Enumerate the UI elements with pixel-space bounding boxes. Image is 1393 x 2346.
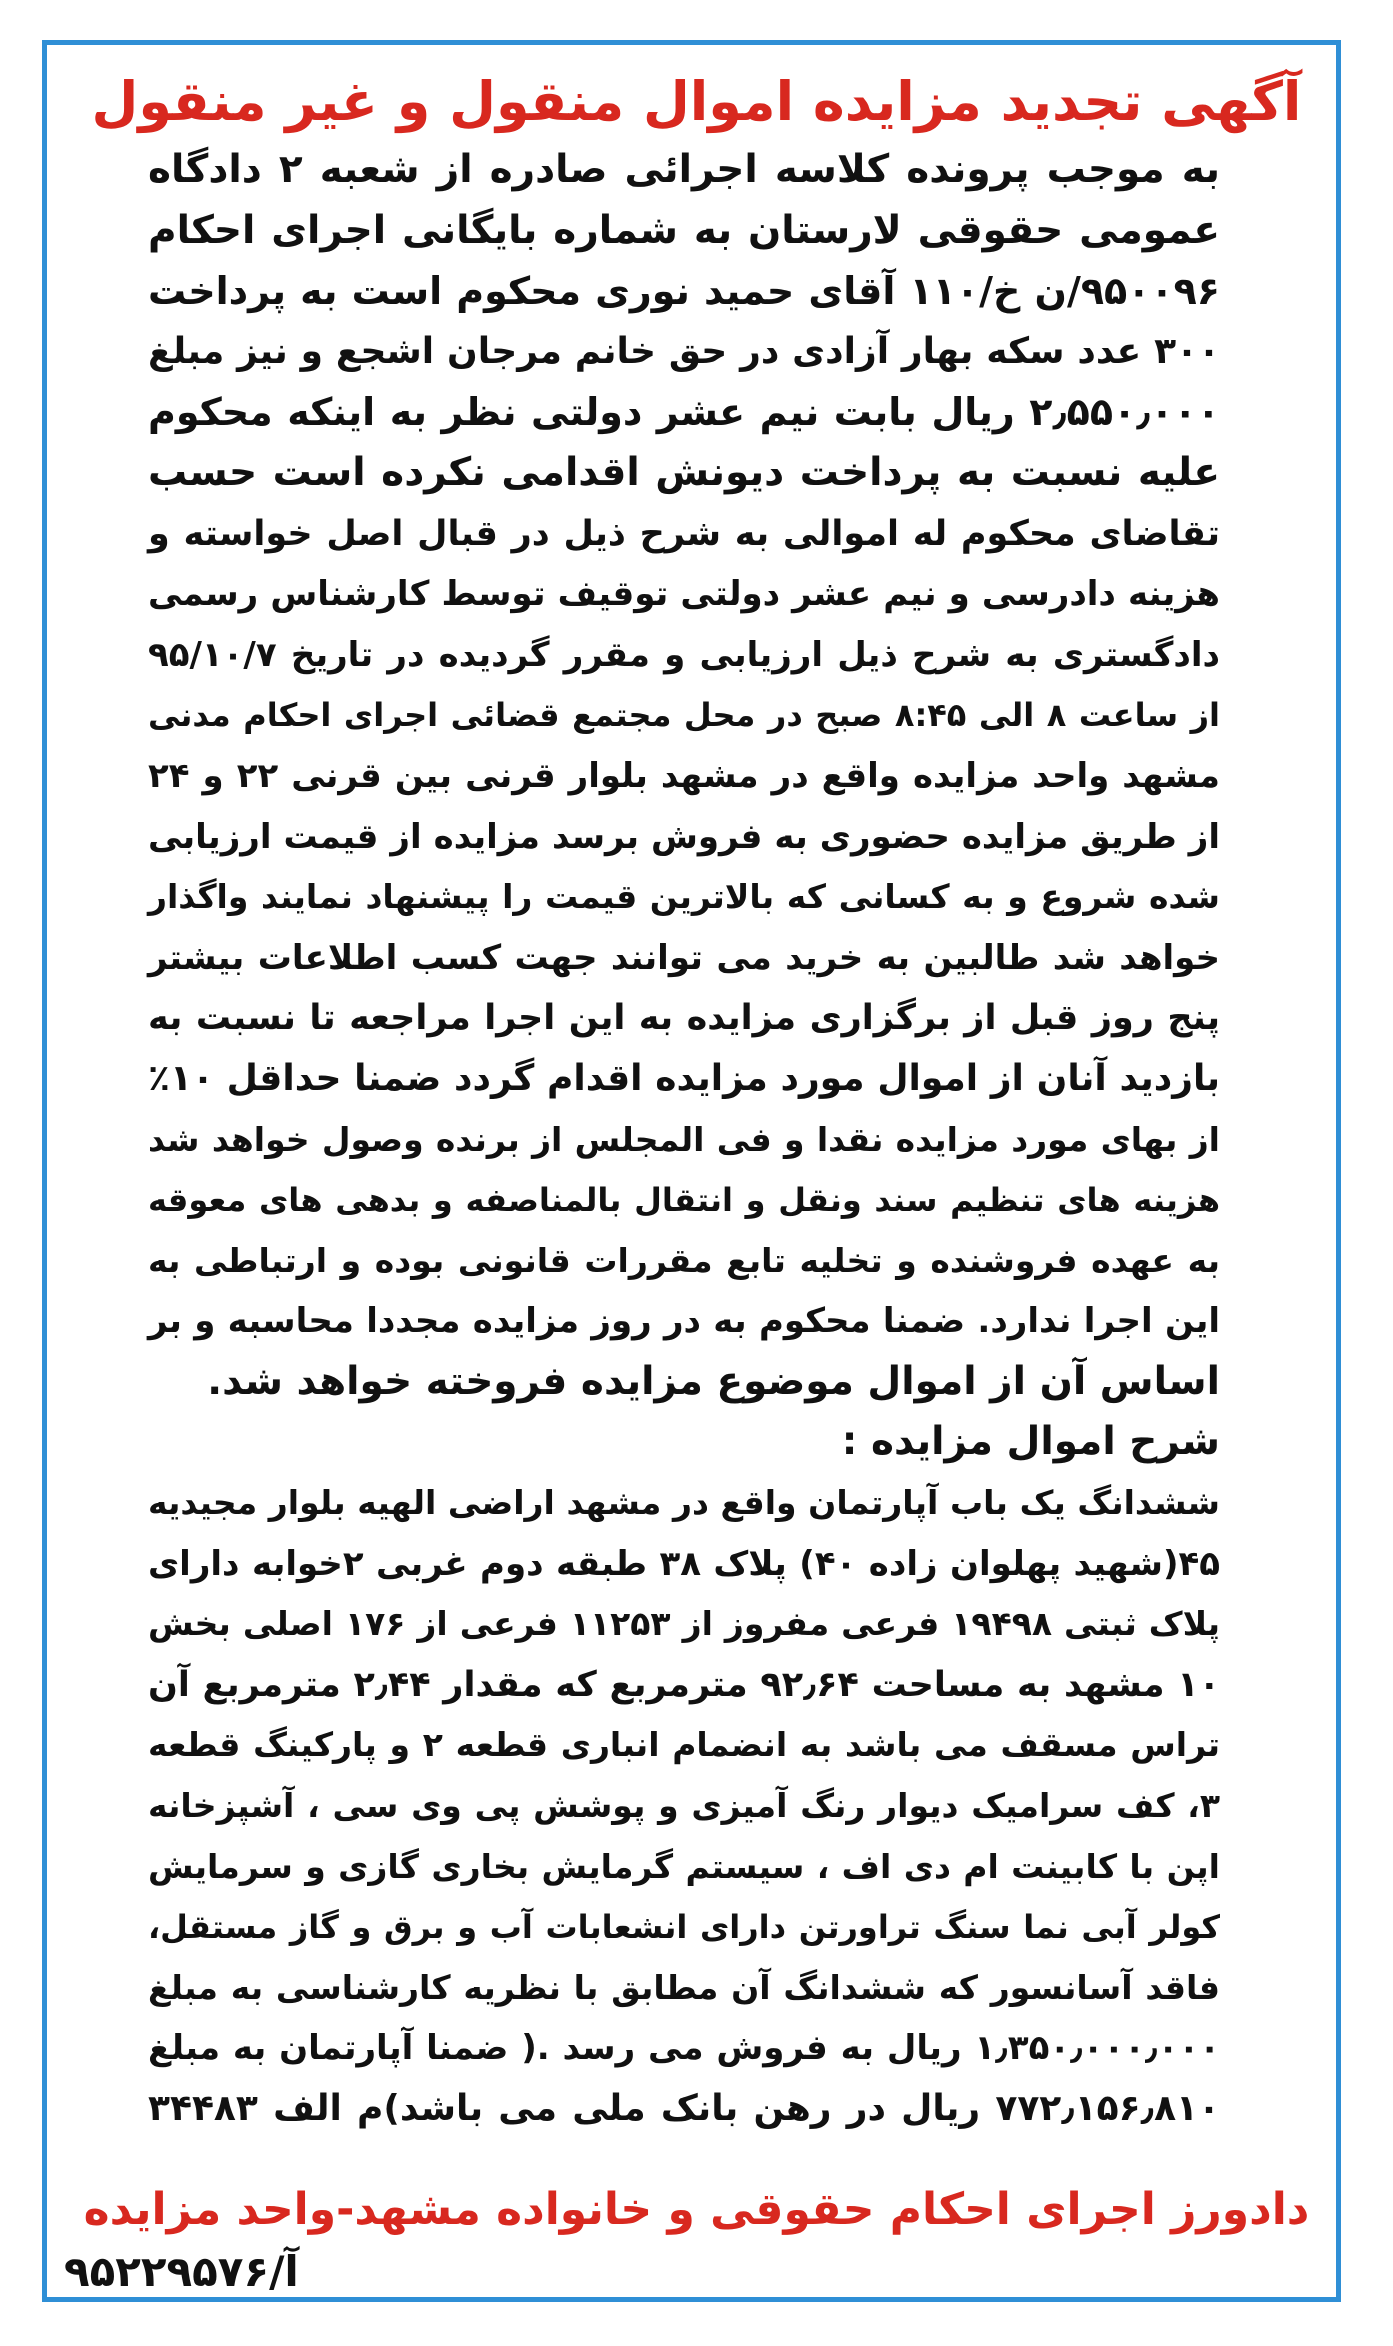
body-line: کولر آبی نما سنگ تراورتن دارای انشعابات آب و برق و گاز مستقل، (148, 1908, 1220, 1947)
body-line: ۳۰۰ عدد سکه بهار آزادی در حق خانم مرجان اشجع و نیز مبلغ (148, 330, 1220, 372)
body-line: ۳، کف سرامیک دیوار رنگ آمیزی و پوشش پی وی سی ، آشپزخانه (148, 1786, 1220, 1826)
body-line: از طریق مزایده حضوری به فروش برسد مزایده از قیمت ارزیابی (148, 816, 1220, 857)
body-line: اپن با کابینت ام دی اف ، سیستم گرمایش بخاری گازی و سرمایش (148, 1846, 1220, 1886)
body-line: هزینه دادرسی و نیم عشر دولتی توقیف توسط کارشناس رسمی (148, 574, 1220, 615)
body-line: عمومی حقوقی لارستان به شماره بایگانی اجرای احکام (148, 207, 1220, 253)
body-line: مشهد واحد مزایده واقع در مشهد بلوار قرنی بین قرنی ۲۲ و ۲۴ (148, 755, 1220, 796)
body-line: ۹۵۰۰۹۶/ن خ/۱۱۰ آقای حمید نوری محکوم است به پرداخت (148, 269, 1220, 314)
body-line: ششدانگ یک باب آپارتمان واقع در مشهد اراضی الهیه بلوار مجیدیه (148, 1483, 1220, 1523)
body-line: بازدید آنان از اموال مورد مزایده اقدام گردد ضمنا حداقل ۱۰٪ (148, 1057, 1220, 1099)
body-line: فاقد آسانسور که ششدانگ آن مطابق با نظریه کارشناسی به مبلغ (148, 1967, 1220, 2007)
body-line: شده شروع و به کسانی که بالاترین قیمت را پیشنهاد نمایند واگذار (148, 877, 1220, 917)
body-line: دادگستری به شرح ذیل ارزیابی و مقرر گردیده در تاریخ ۹۵/۱۰/۷ (148, 634, 1220, 675)
body-line: ۲٫۵۵۰٫۰۰۰ ریال بابت نیم عشر دولتی نظر به اینکه محکوم (148, 390, 1220, 435)
body-line: به عهده فروشنده و تخلیه تابع مقررات قانونی بوده و ارتباطی به (148, 1240, 1220, 1280)
body-line: ۱٫۳۵۰٫۰۰۰٫۰۰۰ ریال به فروش می رسد .( ضمنا آپارتمان به مبلغ (148, 2028, 1220, 2069)
body-line: به موجب پرونده کلاسه اجرائی صادره از شعبه ۲ دادگاه (148, 147, 1220, 192)
body-line: ۴۵(شهید پهلوان زاده ۴۰) پلاک ۳۸ طبقه دوم غربی ۲خوابه دارای (148, 1543, 1220, 1584)
reference-number: آ/۹۵۲۲۹۵۷۶ (64, 2247, 299, 2296)
body-line: هزینه های تنظیم سند ونقل و انتقال بالمناصفه و بدهی های معوقه (148, 1181, 1220, 1220)
body-line: تقاضای محکوم له اموالی به شرح ذیل در قبال اصل خواسته و (148, 513, 1220, 554)
body-line: پلاک ثبتی ۱۹۴۹۸ فرعی مفروز از ۱۱۲۵۳ فرعی از ۱۷۶ اصلی بخش (148, 1604, 1221, 1644)
notice-footer-signature: دادورز اجرای احکام حقوقی و خانواده مشهد-واحد مزایده (83, 2184, 1310, 2235)
body-line: تراس مسقف می باشد به انضمام انباری قطعه ۲ و پارکینگ قطعه (148, 1725, 1220, 1765)
body-line: علیه نسبت به پرداخت دیونش اقدامی نکرده است حسب (148, 449, 1220, 495)
body-line: این اجرا ندارد. ضمنا محکوم به در روز مزایده مجددا محاسبه و بر (148, 1301, 1220, 1342)
body-line: اساس آن از اموال موضوع مزایده فروخته خواهد شد. (207, 1358, 1220, 1404)
body-line: از بهای مورد مزایده نقدا و فی المجلس از برنده وصول خواهد شد (148, 1119, 1220, 1159)
body-line: ۱۰ مشهد به مساحت ۹۲٫۶۴ مترمربع که مقدار ۲٫۴۴ مترمربع آن (148, 1664, 1220, 1705)
body-line: از ساعت ۸ الی ۸:۴۵ صبح در محل مجتمع قضائی اجرای احکام مدنی (148, 696, 1221, 735)
body-line: ۷۷۲٫۱۵۶٫۸۱۰ ریال در رهن بانک ملی می باشد)م الف ۳۴۴۸۳ (148, 2088, 1220, 2129)
notice-body (148, 140, 1220, 2140)
body-line: خواهد شد طالبین به خرید می توانند جهت کسب اطلاعات بیشتر (148, 937, 1220, 978)
body-line: پنج روز قبل از برگزاری مزایده به این اجرا مراجعه تا نسبت به (148, 998, 1220, 1039)
notice-title: آگهی تجدید مزایده اموال منقول و غیر منقول (91, 70, 1302, 133)
section-heading: شرح اموال مزایده : (841, 1419, 1220, 1465)
